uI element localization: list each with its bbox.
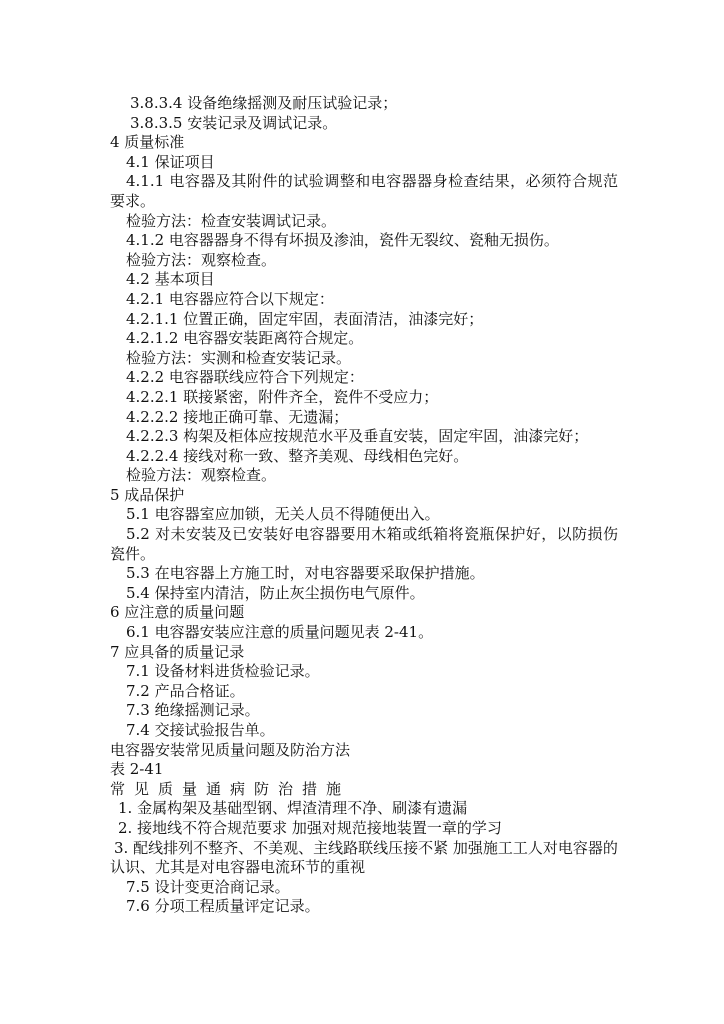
text-line: 检验方法：观察检查。 xyxy=(126,250,277,269)
table-row: 2. 接地线不符合规范要求 加强对规范接地装置一章的学习 xyxy=(118,818,502,837)
text-line: 6.1 电容器安装应注意的质量问题见表 2-41。 xyxy=(126,623,434,642)
text-line: 7.6 分项工程质量评定记录。 xyxy=(126,897,320,916)
text-line: 5.4 保持室内清洁，防止灰尘损伤电气原件。 xyxy=(126,583,425,602)
text-line: 检验方法：检查安装调试记录。 xyxy=(126,211,337,230)
text-line: 4.2.1.1 位置正确，固定牢固，表面清洁，油漆完好； xyxy=(126,309,484,328)
text-line: 4.2.2.2 接地正确可靠、无遗漏； xyxy=(126,407,349,426)
text-line: 7.3 绝缘摇测记录。 xyxy=(126,701,260,720)
text-line: 3.8.3.5 安装记录及调试记录。 xyxy=(130,113,338,132)
text-line: 5.1 电容器室应加锁，无关人员不得随便出入。 xyxy=(126,505,440,524)
text-paragraph: 4.1.1 电容器及其附件的试验调整和电容器器身检查结果，必须符合规范要求。 xyxy=(110,172,618,210)
text-line: 7.2 产品合格证。 xyxy=(126,681,245,700)
text-line: 4.2.2.1 联接紧密，附件齐全，瓷件不受应力； xyxy=(126,387,439,406)
text-line: 3.8.3.4 设备绝缘摇测及耐压试验记录； xyxy=(130,94,398,112)
text-line: 7.1 设备材料进货检验记录。 xyxy=(126,662,320,681)
table-number: 表 2-41 xyxy=(110,760,164,779)
section-heading: 4 质量标准 xyxy=(110,133,185,152)
document-page xyxy=(110,94,618,917)
text-line: 4.2.2.4 接线对称一致、整齐美观、母线相色完好。 xyxy=(126,446,469,465)
table-row: 1. 金属构架及基础型钢、焊渣清理不净、刷漆有遗漏 xyxy=(118,799,468,818)
section-heading: 6 应注意的质量问题 xyxy=(110,603,245,622)
subsection-heading: 4.2 基本项目 xyxy=(126,270,215,289)
text-paragraph: 4.2.2.3 构架及柜体应按规范水平及垂直安装，固定牢固，油漆完好； xyxy=(126,427,589,446)
text-line: 4.2.2 电容器联线应符合下列规定： xyxy=(126,368,364,387)
table-row: 3. 配线排列不整齐、不美观、主线路联线压接不紧 加强施工工人对电容器的认识、尤其是对电容器电流环节的重视 xyxy=(110,838,618,877)
text-line: 4.2.1.2 电容器安装距离符合规定。 xyxy=(126,329,364,348)
table-header: 常见质量通病防治措施 xyxy=(110,779,351,798)
text-line: 检验方法：观察检查。 xyxy=(126,466,277,485)
text-line: 4.2.1 电容器应符合以下规定： xyxy=(126,289,334,308)
subsection-heading: 4.1 保证项目 xyxy=(126,152,215,171)
section-heading: 7 应具备的质量记录 xyxy=(110,642,245,661)
table-title: 电容器安装常见质量问题及防治方法 xyxy=(110,740,351,759)
text-line: 4.1.2 电容器器身不得有坏损及渗油，瓷件无裂纹、瓷釉无损伤。 xyxy=(126,231,559,250)
text-line: 7.5 设计变更洽商记录。 xyxy=(126,877,290,896)
text-line: 5.3 在电容器上方施工时，对电容器要采取保护措施。 xyxy=(126,564,485,583)
text-paragraph: 5.2 对未安装及已安装好电容器要用木箱或纸箱将瓷瓶保护好，以防损伤瓷件。 xyxy=(110,525,618,563)
text-line: 检验方法：实测和检查安装记录。 xyxy=(126,348,352,367)
section-heading: 5 成品保护 xyxy=(110,485,185,504)
text-line: 7.4 交接试验报告单。 xyxy=(126,721,275,739)
